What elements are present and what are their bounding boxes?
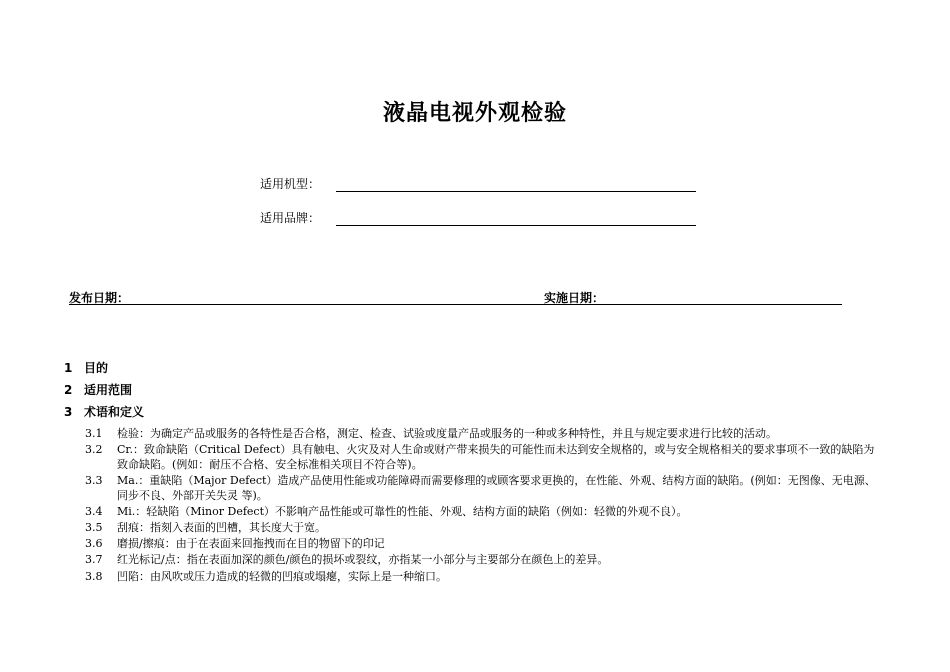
document-title: 液晶电视外观检验 bbox=[382, 101, 567, 126]
definition-number: 3.5 bbox=[85, 520, 103, 534]
definition-text: 检验：为确定产品或服务的各特性是否合格，测定、检查、试验或度量产品或服务的一种或多种特性，并且与规定要求进行比较的活动。 bbox=[117, 427, 777, 440]
section-title: 适用范围 bbox=[84, 383, 133, 397]
definition-item bbox=[85, 570, 885, 585]
definition-number: 3.2 bbox=[85, 443, 103, 457]
definition-item bbox=[85, 443, 885, 472]
section-terms bbox=[64, 404, 144, 420]
definition-item bbox=[85, 427, 885, 442]
definition-text: Cr.：致命缺陷（Critical Defect）具有触电、火灾及对人生命或财产带来损失的可能性而未达到安全规格的，或与安全规格相关的要求事项不一致的缺陷为致命缺陷。(例如：耐压不合格、安全标准相关项目不符合等)。 bbox=[117, 443, 875, 471]
definition-item bbox=[85, 474, 885, 503]
definition-number: 3.8 bbox=[85, 569, 103, 583]
section-purpose bbox=[64, 360, 108, 376]
definitions-list bbox=[85, 427, 885, 586]
definition-item bbox=[85, 505, 885, 520]
date-row bbox=[69, 288, 842, 305]
model-field-row bbox=[260, 174, 696, 192]
publish-date-label: 发布日期： bbox=[69, 291, 130, 305]
brand-field-row bbox=[260, 208, 696, 226]
brand-label: 适用品牌： bbox=[260, 211, 321, 225]
brand-blank-line bbox=[336, 209, 696, 226]
section-number: 1 bbox=[64, 361, 73, 375]
definition-text: Mi.：轻缺陷（Minor Defect）不影响产品性能或可靠性的性能、外观、结构方面的缺陷（例如：轻微的外观不良）。 bbox=[117, 504, 688, 518]
definition-item bbox=[85, 537, 885, 552]
model-blank-line bbox=[336, 175, 696, 192]
definition-text: Ma.：重缺陷（Major Defect）造成产品使用性能或功能障碍而需要修理的或顾客要求更换的，在性能、外观、结构方面的缺陷。(例如：无图像、无电源、同步不良、外部开关失灵 等)。 bbox=[117, 473, 876, 502]
definition-number: 3.1 bbox=[85, 427, 103, 440]
section-number: 3 bbox=[64, 405, 73, 419]
definition-number: 3.7 bbox=[85, 553, 103, 567]
section-scope bbox=[64, 382, 132, 398]
implement-date-label: 实施日期： bbox=[544, 291, 605, 305]
definition-number: 3.3 bbox=[85, 473, 103, 487]
definition-item bbox=[85, 553, 885, 568]
definition-number: 3.6 bbox=[85, 537, 103, 551]
section-title: 目的 bbox=[84, 361, 109, 375]
definition-item bbox=[85, 521, 885, 536]
definition-text: 凹陷：由风吹或压力造成的轻微的凹痕或塌瘪，实际上是一种缩口。 bbox=[117, 569, 447, 583]
definition-text: 红光标记/点：指在表面加深的颜色/颜色的损坏或裂纹，亦指某一小部分与主要部分在颜色上的差异。 bbox=[117, 553, 609, 567]
definition-text: 磨损/擦痕：由于在表面来回拖拽而在目的物留下的印记 bbox=[117, 537, 385, 551]
section-number: 2 bbox=[64, 383, 73, 397]
model-label: 适用机型： bbox=[260, 177, 321, 191]
definition-number: 3.4 bbox=[85, 504, 103, 518]
definition-text: 刮痕：指刻入表面的凹槽，其长度大于宽。 bbox=[117, 520, 326, 534]
section-title: 术语和定义 bbox=[84, 405, 145, 419]
